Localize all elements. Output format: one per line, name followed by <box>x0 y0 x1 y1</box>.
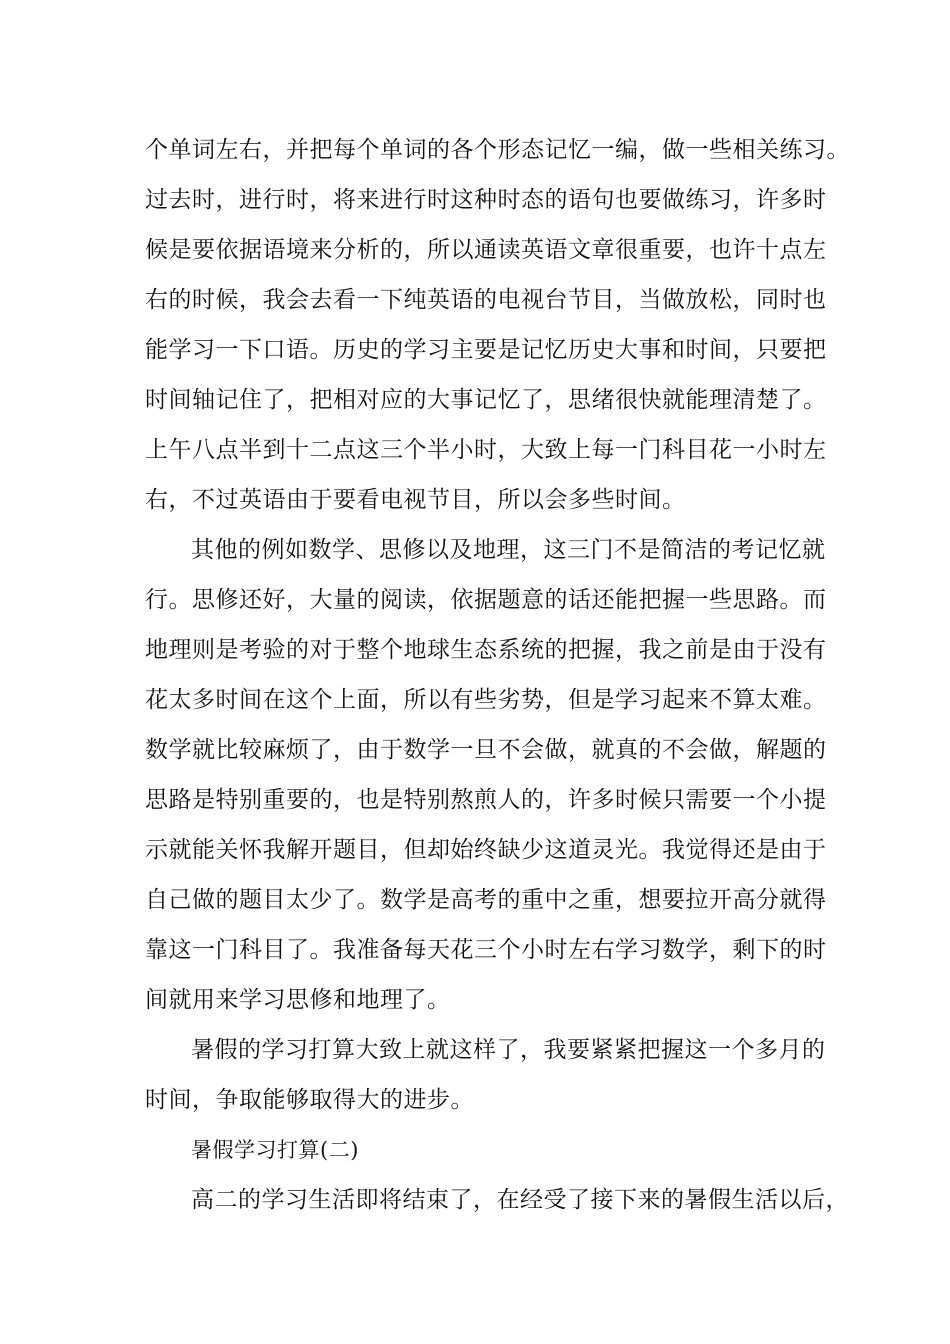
text-line: 候是要依据语境来分析的，所以通读英语文章很重要，也许十点左 <box>145 237 827 263</box>
paragraph-start-line: 高二的学习生活即将结束了，在经受了接下来的暑假生活以后， <box>191 1187 849 1213</box>
text-line: 右的时候，我会去看一下纯英语的电视台节目，当做放松，同时也 <box>145 287 827 313</box>
text-line: 时间，争取能够取得大的进步。 <box>145 1087 474 1113</box>
paragraph-start-line: 暑假的学习打算大致上就这样了，我要紧紧把握这一个多月的 <box>191 1037 826 1063</box>
text-line: 思路是特别重要的，也是特别熬煎人的，许多时候只需要一个小提 <box>145 787 827 813</box>
text-line: 时间轴记住了，把相对应的大事记忆了，思绪很快就能理清楚了。 <box>145 387 827 413</box>
text-line: 行。思修还好，大量的阅读，依据题意的话还能把握一些思路。而 <box>145 587 827 613</box>
paragraph-start-line: 其他的例如数学、思修以及地理，这三门不是简洁的考记忆就 <box>191 537 826 563</box>
text-line: 地理则是考验的对于整个地球生态系统的把握，我之前是由于没有 <box>145 637 827 663</box>
text-line: 自己做的题目太少了。数学是高考的重中之重，想要拉开高分就得 <box>145 887 827 913</box>
text-line: 靠这一门科目了。我准备每天花三个小时左右学习数学，剩下的时 <box>145 937 827 963</box>
text-line: 个单词左右，并把每个单词的各个形态记忆一编，做一些相关练习。 <box>145 137 850 163</box>
text-line: 间就用来学习思修和地理了。 <box>145 987 451 1013</box>
text-line: 过去时，进行时，将来进行时这种时态的语句也要做练习，许多时 <box>145 187 827 213</box>
text-line: 右，不过英语由于要看电视节目，所以会多些时间。 <box>145 487 686 513</box>
text-line: 能学习一下口语。历史的学习主要是记忆历史大事和时间，只要把 <box>145 337 827 363</box>
text-line: 上午八点半到十二点这三个半小时，大致上每一门科目花一小时左 <box>145 437 827 463</box>
text-line: 数学就比较麻烦了，由于数学一旦不会做，就真的不会做，解题的 <box>145 737 827 763</box>
text-line: 花太多时间在这个上面，所以有些劣势，但是学习起来不算太难。 <box>145 687 827 713</box>
section-heading: 暑假学习打算(二) <box>191 1138 359 1162</box>
text-line: 示就能关怀我解开题目，但却始终缺少这道灵光。我觉得还是由于 <box>145 837 827 863</box>
